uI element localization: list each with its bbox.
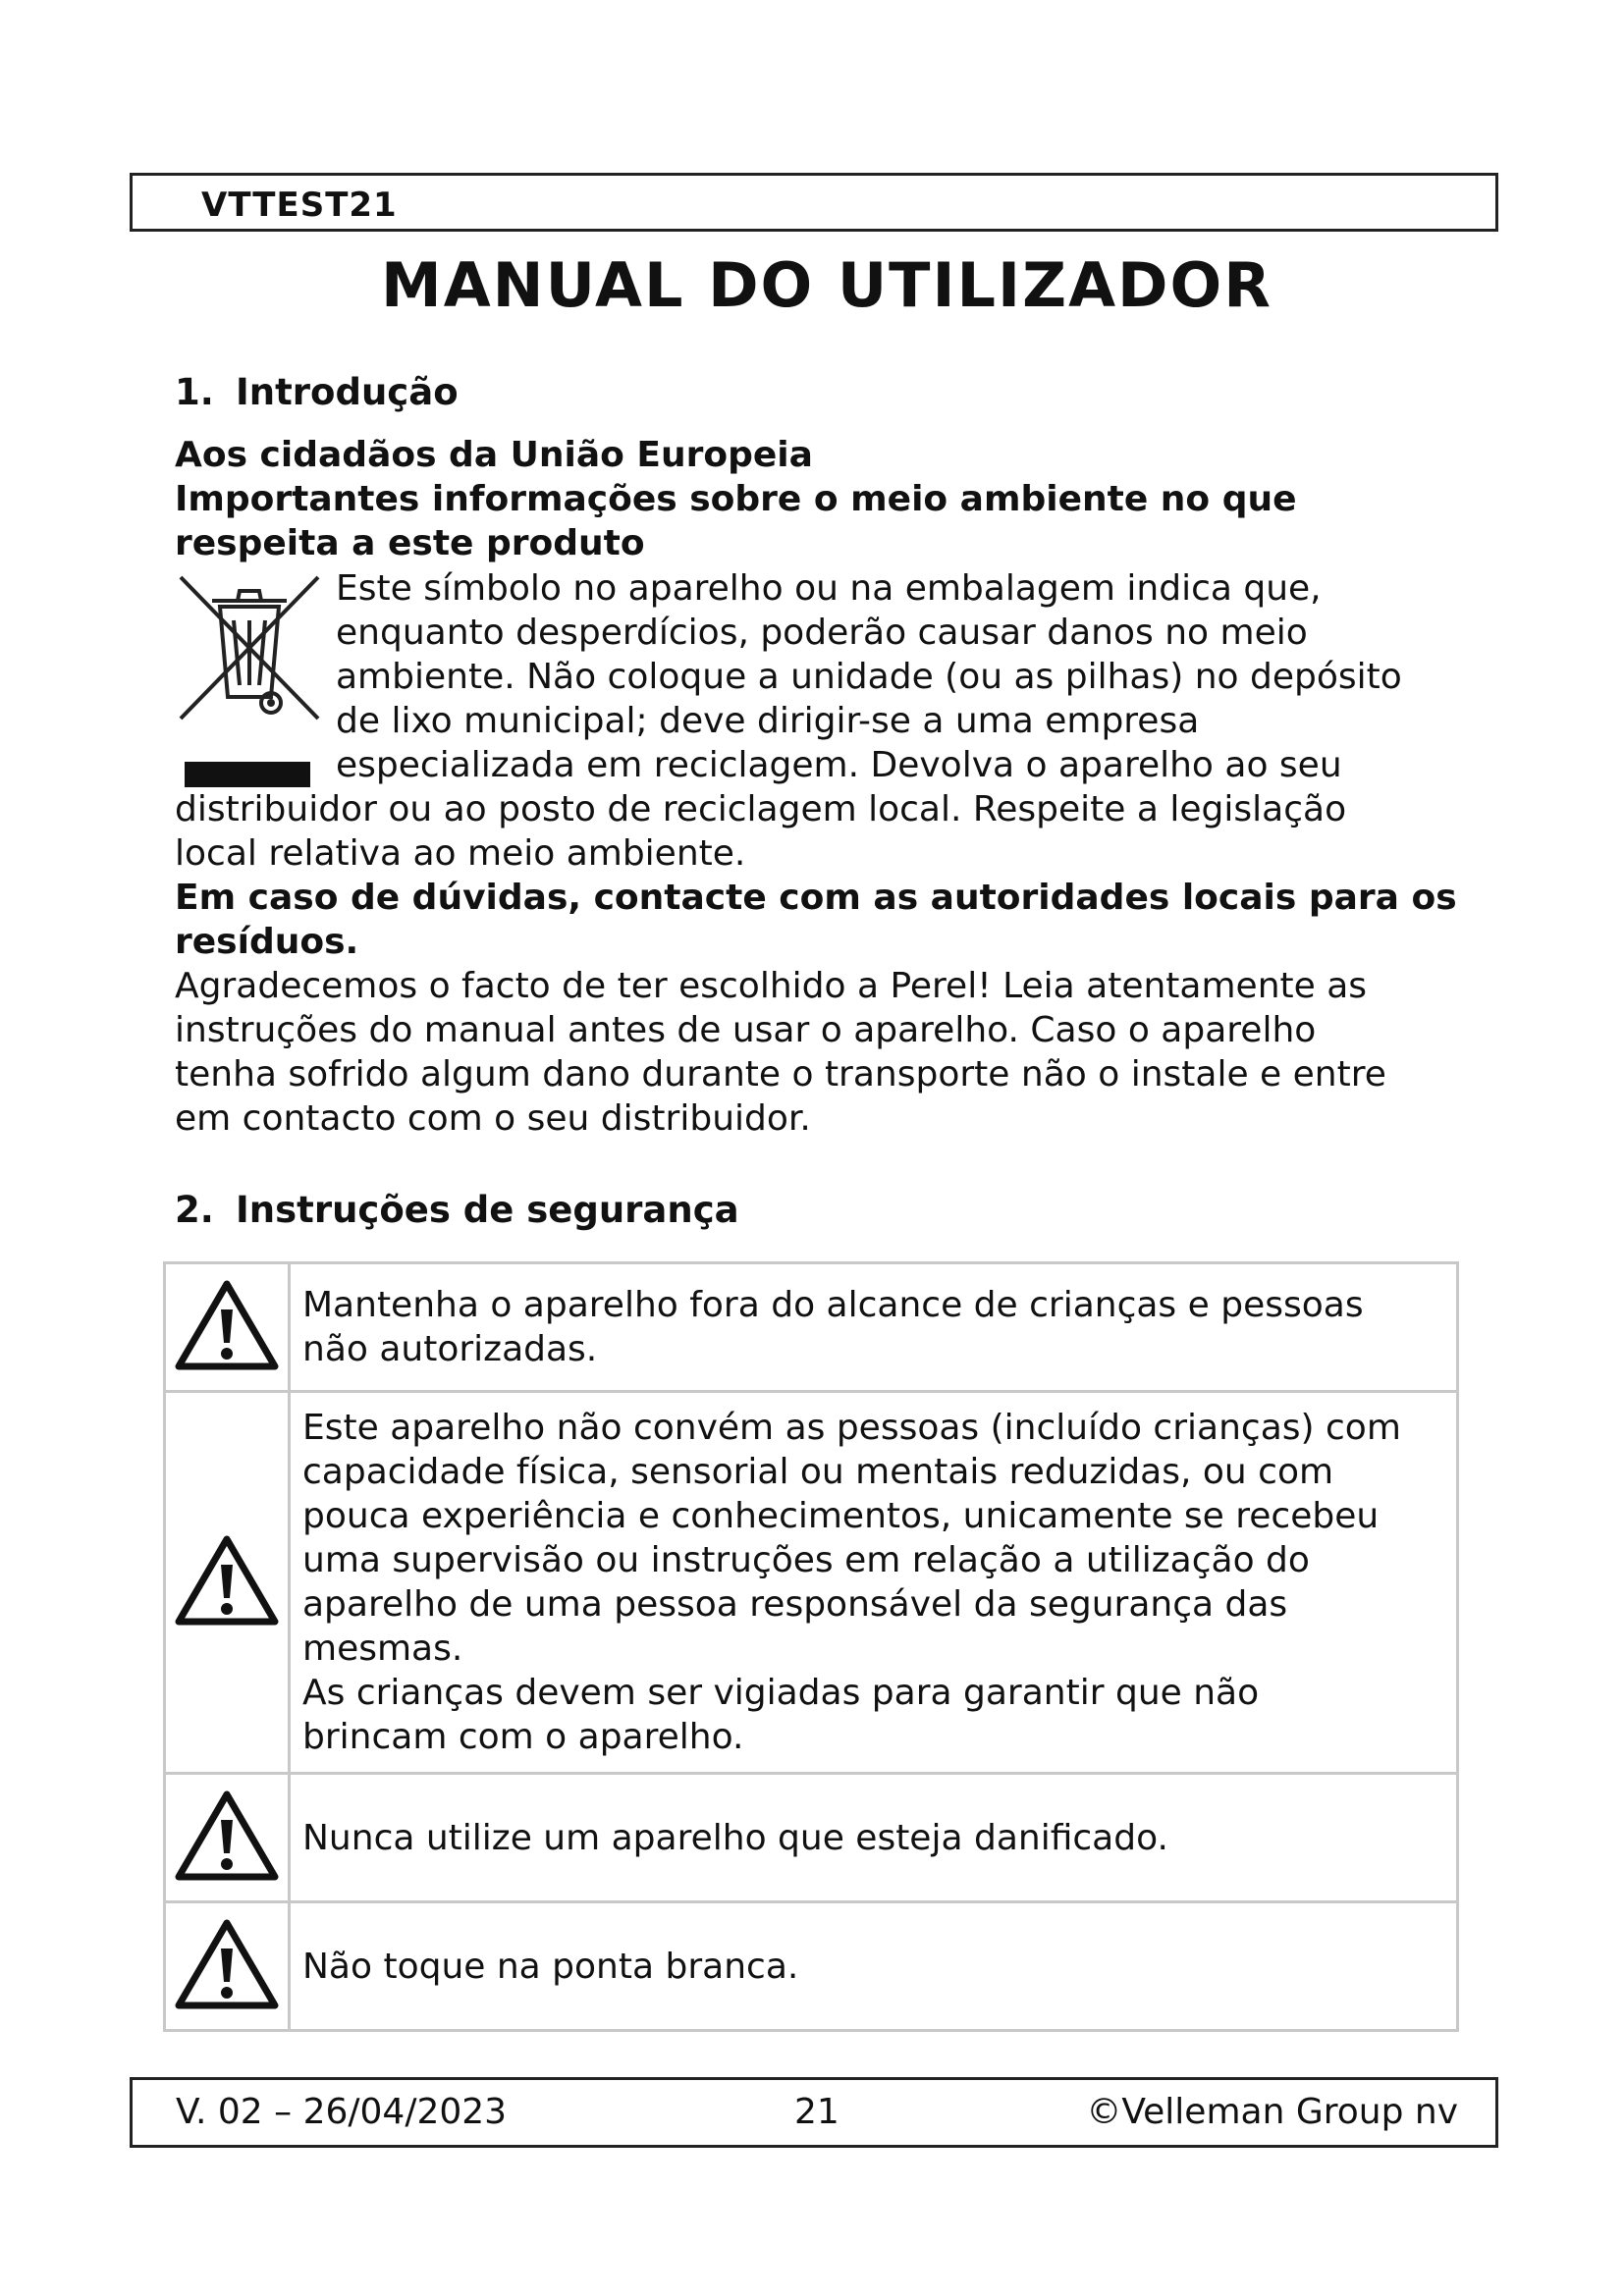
warning-icon-cell xyxy=(165,1774,290,1902)
copyright: ©Velleman Group nv xyxy=(1086,2092,1458,2132)
safety-text: Não toque na ponta branca. xyxy=(290,1902,1458,2031)
model-number: VTTEST21 xyxy=(201,186,398,225)
table-row xyxy=(165,1774,1458,1902)
warning-icon xyxy=(173,1278,281,1372)
section-2-title: Instruções de segurança xyxy=(236,1189,739,1231)
warning-icon-cell xyxy=(165,1263,290,1392)
thanks-paragraph: Agradecemos o facto de ter escolhido a Perel! Leia atentamente as instruções do manual antes de usar o aparelho. Caso o aparelho tenha sofrido algum dano durante o transporte não o instale e entre em contacto com o seu distribuidor. xyxy=(175,966,1386,1139)
section-1-heading xyxy=(175,371,459,413)
section-2-heading xyxy=(175,1189,739,1231)
page-number: 21 xyxy=(794,2092,839,2132)
section-1-number: 1. xyxy=(175,371,214,413)
page-footer xyxy=(130,2077,1498,2148)
table-row xyxy=(165,1263,1458,1392)
weee-description: Este símbolo no aparelho ou na embalagem indica que, enquanto desperdícios, poderão causar danos no meio ambiente. Não coloque a unidade (ou as pilhas) no depósito de lixo municipal; deve dirigir-se a uma empresa especializada em reciclagem. Devolva o aparelho ao seu xyxy=(336,568,1402,785)
warning-icon-cell xyxy=(165,1392,290,1774)
safety-text: Este aparelho não convém as pessoas (incluído crianças) com capacidade física, sensorial ou mentais reduzidas, ou com pouca experiência e conhecimentos, unicamente se recebeu uma supervisão ou instruções em relação a utilização do aparelho de uma pessoa responsável da segurança das mesmas. As crianças devem ser vigiadas para garantir que não brincam com o aparelho. xyxy=(290,1392,1458,1774)
page-title: MANUAL DO UTILIZADOR xyxy=(381,249,1272,321)
safety-instructions-table xyxy=(163,1261,1459,2032)
weee-date-bar xyxy=(185,762,310,787)
warning-icon xyxy=(173,1789,281,1883)
warning-icon xyxy=(173,1533,281,1628)
table-row xyxy=(165,1902,1458,2031)
warning-icon-cell xyxy=(165,1902,290,2031)
safety-text: Nunca utilize um aparelho que esteja danificado. xyxy=(290,1774,1458,1902)
weee-description-continued: distribuidor ou ao posto de reciclagem local. Respeite a legislação local relativa ao meio ambiente. xyxy=(175,789,1347,874)
warning-icon xyxy=(173,1917,281,2011)
doubts-notice: Em caso de dúvidas, contacte com as autoridades locais para os resíduos. xyxy=(175,878,1457,962)
safety-text: Mantenha o aparelho fora do alcance de crianças e pessoas não autorizadas. xyxy=(290,1263,1458,1392)
environment-info-heading: Importantes informações sobre o meio ambiente no que respeita a este produto xyxy=(175,479,1297,563)
model-header-box xyxy=(130,173,1498,232)
version-date: V. 02 – 26/04/2023 xyxy=(176,2092,508,2132)
table-row xyxy=(165,1392,1458,1774)
weee-crossed-bin-icon xyxy=(177,571,322,732)
eu-citizens-heading: Aos cidadãos da União Europeia xyxy=(175,435,813,475)
section-2-number: 2. xyxy=(175,1189,214,1231)
section-1-title: Introdução xyxy=(236,371,459,413)
